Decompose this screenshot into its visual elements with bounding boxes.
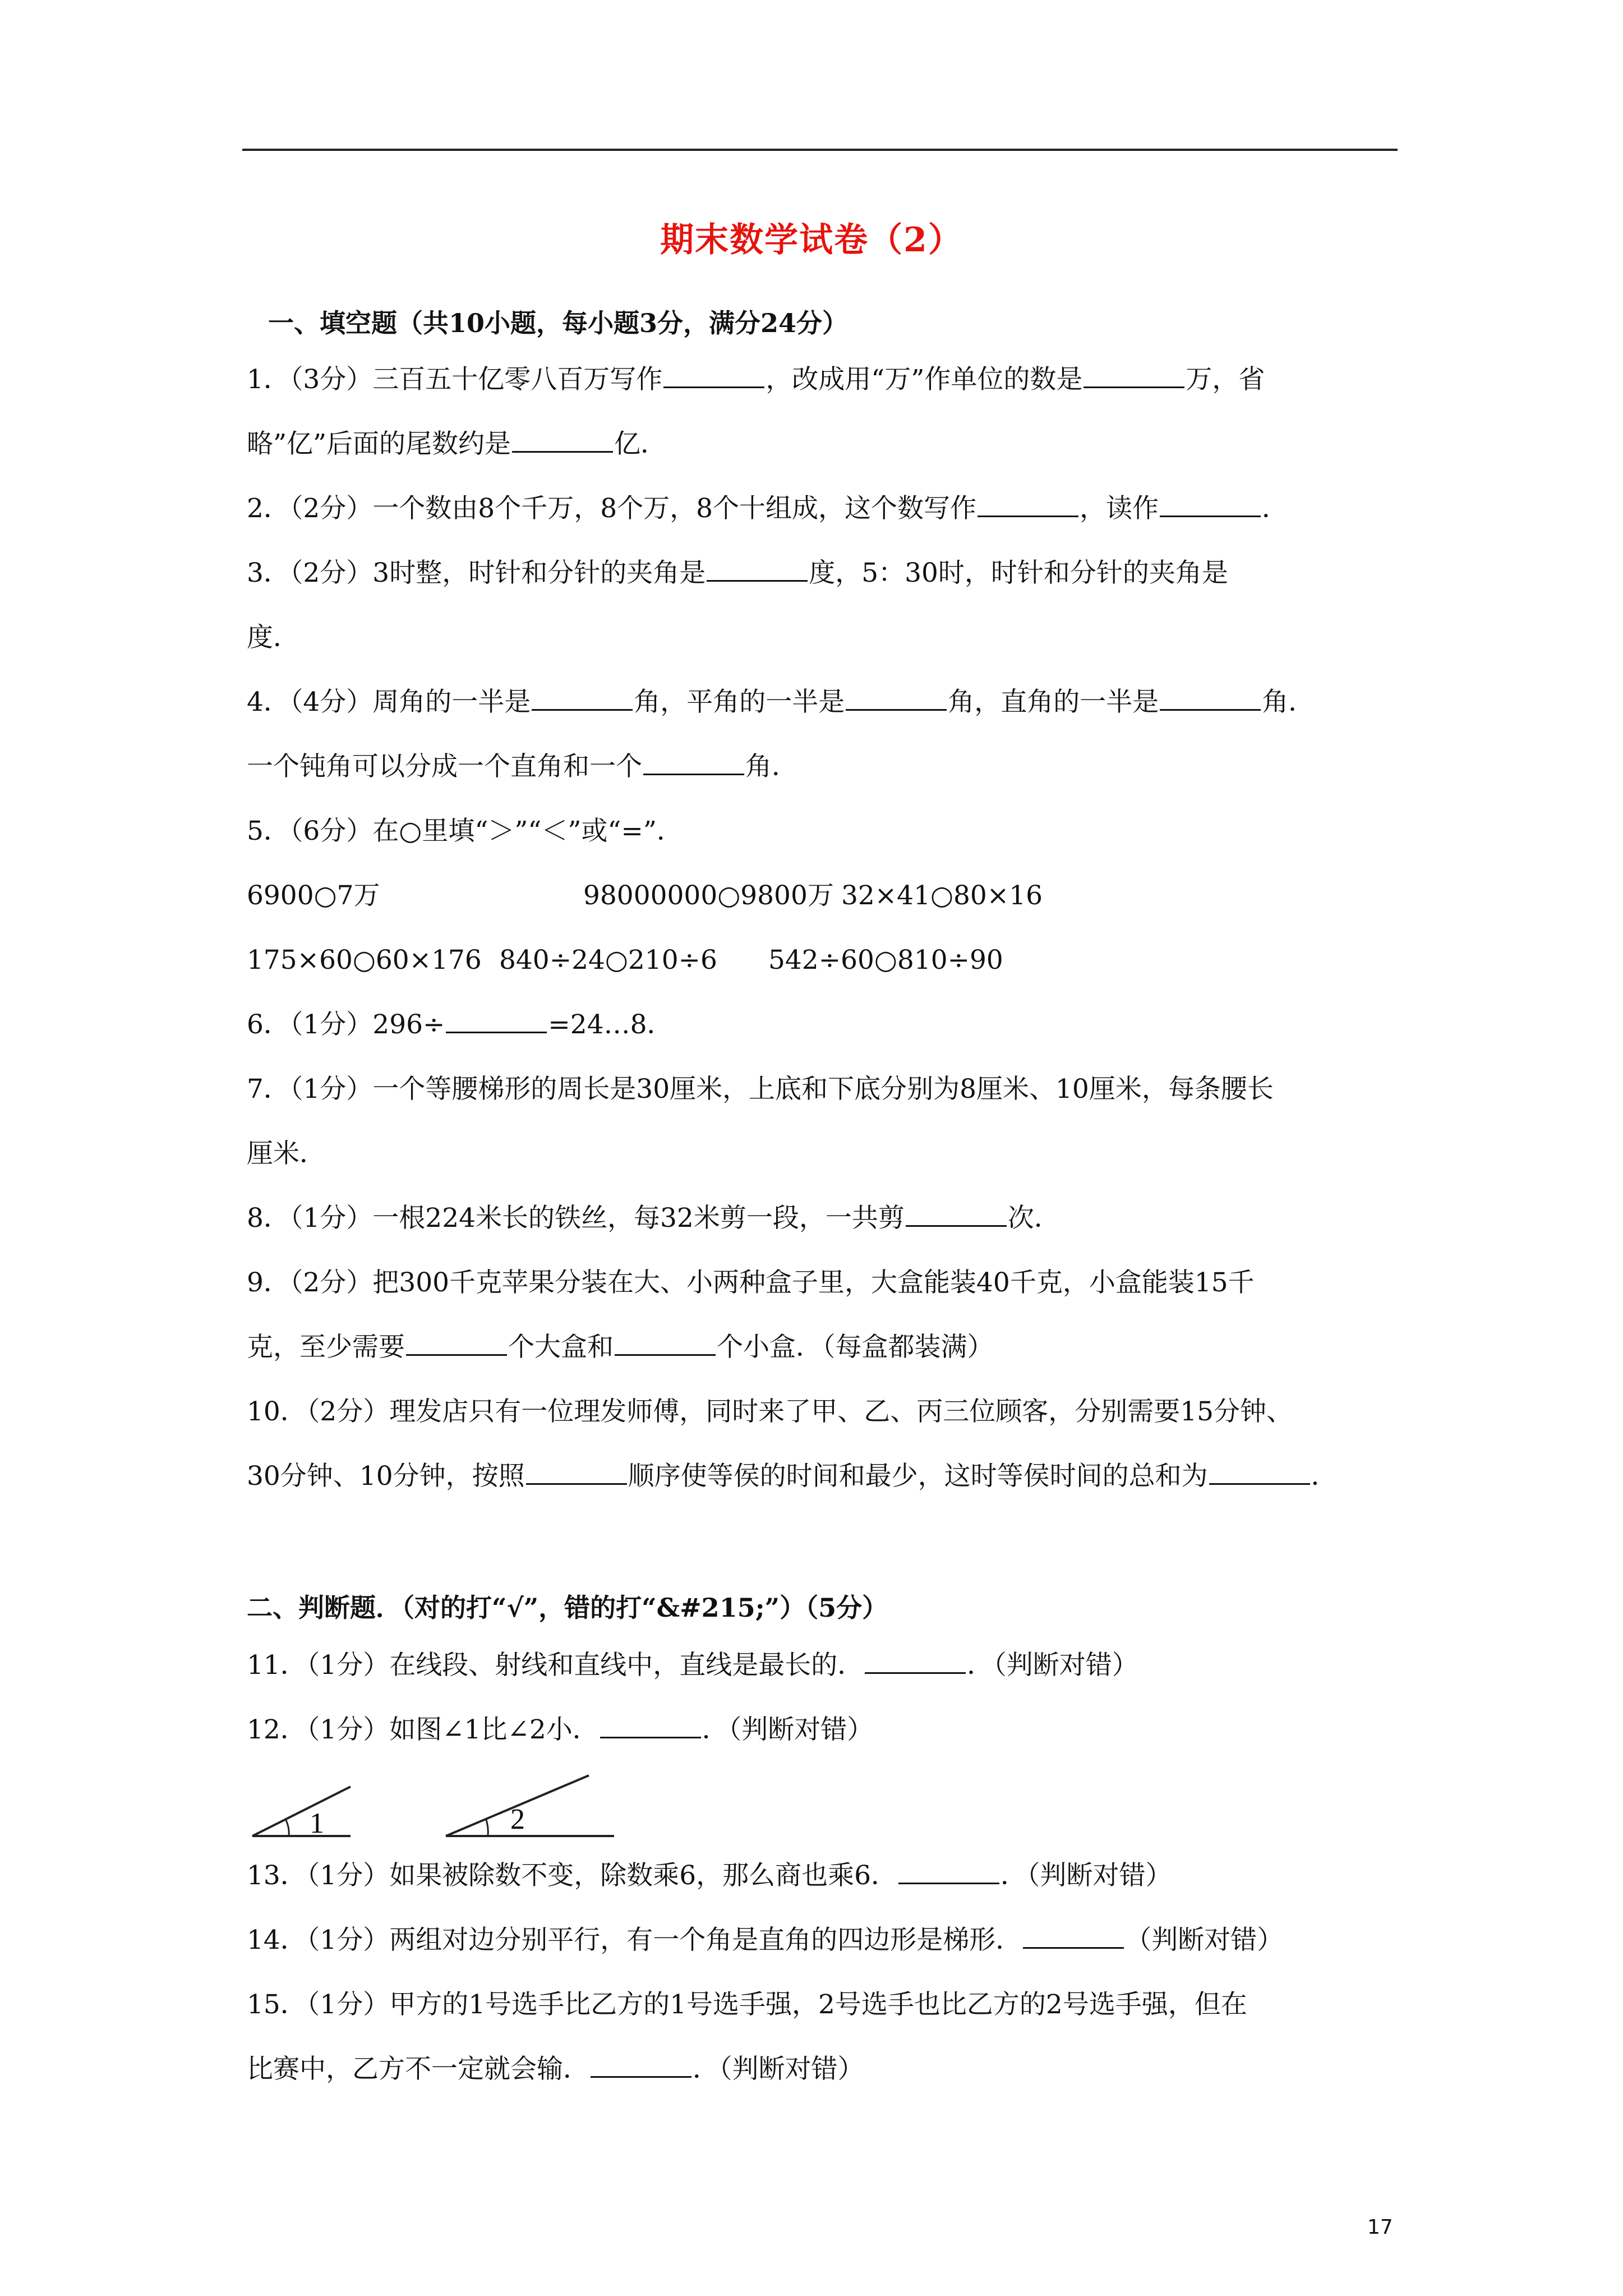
question-text: 3．（2分）3时整，时针和分针的夹角是	[247, 558, 706, 588]
question-text: 12．（1分）如图∠1比∠2小．	[247, 1714, 599, 1745]
answer-blank[interactable]	[1209, 1463, 1310, 1485]
question-5	[247, 818, 683, 844]
compare-item: 840÷24○210÷6	[499, 945, 717, 976]
question-9-line-2	[247, 1332, 994, 1363]
answer-blank[interactable]	[846, 689, 947, 711]
question-text: 15．（1分）甲方的1号选手比乙方的1号选手强，2号选手也比乙方的2号选手强，但在	[247, 1989, 1247, 2020]
question-12	[247, 1714, 874, 1745]
compare-item: 32×41○80×16	[841, 880, 1043, 911]
question-text: 比赛中，乙方不一定就会输．	[247, 2054, 589, 2085]
question-text: 厘米．	[247, 1138, 326, 1169]
question-3-line-1	[247, 560, 1228, 586]
question-7-line-1	[247, 1074, 1274, 1105]
question-text: ．（判断对错）	[1000, 1860, 1172, 1891]
question-13	[247, 1862, 1172, 1889]
question-text: 度．	[247, 622, 299, 653]
question-text: 14．（1分）两组对边分别平行，有一个角是直角的四边形是梯形．	[247, 1925, 1022, 1955]
question-15-line-2	[247, 2054, 864, 2085]
answer-blank[interactable]	[532, 689, 633, 711]
answer-blank[interactable]	[898, 1862, 999, 1884]
answer-blank[interactable]	[663, 366, 764, 388]
question-text: 角．	[745, 751, 798, 782]
question-1-line-1	[247, 366, 1265, 393]
question-text: 顺序使等侯的时间和最少，这时等侯时间的总和为	[628, 1461, 1208, 1492]
compare-row-2	[247, 945, 1003, 976]
compare-row-1	[247, 882, 1043, 909]
question-text: 2．（2分）一个数由8个千万，8个万，8个十组成，这个数写作	[247, 493, 977, 524]
question-4-line-2	[247, 753, 798, 780]
answer-blank[interactable]	[591, 2056, 691, 2078]
question-9-line-1	[247, 1269, 1255, 1296]
answer-blank[interactable]	[643, 753, 744, 775]
question-text: 万，省	[1186, 364, 1265, 395]
question-text: 1．（3分）三百五十亿零八百万写作	[247, 364, 663, 395]
question-2	[247, 495, 1288, 522]
question-text: 亿．	[614, 429, 667, 459]
answer-blank[interactable]	[1160, 495, 1261, 517]
answer-blank[interactable]	[446, 1011, 547, 1033]
question-text: 10．（2分）理发店只有一位理发师傅，同时来了甲、乙、丙三位顾客，分别需要15分钟、	[247, 1396, 1293, 1427]
question-text: ．	[1262, 493, 1289, 524]
page-title: 期末数学试卷（2）	[660, 220, 963, 260]
section-heading-true-false: 二、判断题．（对的打“√”，错的打“&#215;”）（5分）	[247, 1593, 888, 1623]
answer-blank[interactable]	[600, 1717, 701, 1738]
question-6	[247, 1011, 674, 1038]
question-text: 个小盒．（每盒都装满）	[717, 1332, 994, 1363]
compare-item: 6900○7万	[247, 880, 380, 911]
question-text: 一个钝角可以分成一个直角和一个	[247, 751, 642, 782]
question-text: 角，直角的一半是	[948, 687, 1159, 717]
question-text: ．（判断对错）	[693, 2054, 864, 2085]
question-8	[247, 1203, 1061, 1234]
angle-1-figure	[252, 1787, 351, 1839]
angle-2-label: 2	[510, 1803, 525, 1835]
question-text: 5．（6分）在○里填“＞”“＜”或“=”．	[247, 816, 683, 846]
answer-blank[interactable]	[615, 1334, 716, 1356]
answer-blank[interactable]	[1083, 366, 1184, 388]
answer-blank[interactable]	[707, 560, 808, 582]
answer-blank[interactable]	[978, 495, 1078, 517]
page-number: 17	[1367, 2216, 1393, 2239]
compare-item: 175×60○60×176	[247, 945, 482, 976]
question-text: ．（判断对错）	[702, 1714, 874, 1745]
question-text: ．（判断对错）	[967, 1650, 1138, 1681]
question-text: 次．	[1007, 1203, 1061, 1234]
answer-blank[interactable]	[865, 1652, 966, 1674]
question-3-line-2	[247, 624, 299, 651]
question-text: 克，至少需要	[247, 1332, 405, 1363]
angle-figure	[247, 1770, 651, 1848]
answer-blank[interactable]	[906, 1205, 1007, 1227]
question-14	[247, 1927, 1283, 1953]
answer-blank[interactable]	[406, 1334, 507, 1356]
question-text: 6．（1分）296÷	[247, 1009, 445, 1040]
question-7-line-2	[247, 1140, 326, 1167]
question-text: 4．（4分）周角的一半是	[247, 687, 531, 717]
answer-blank[interactable]	[512, 431, 613, 453]
question-15-line-1	[247, 1991, 1247, 2018]
header-rule	[242, 149, 1398, 151]
question-text: 11．（1分）在线段、射线和直线中，直线是最长的．	[247, 1650, 864, 1681]
question-text: 略”亿”后面的尾数约是	[247, 429, 511, 459]
section-heading-fill-blank: 一、填空题（共10小题，每小题3分，满分24分）	[268, 308, 849, 338]
question-text: ．	[1311, 1461, 1338, 1492]
angle-2-figure	[446, 1775, 614, 1836]
question-text: 30分钟、10分钟，按照	[247, 1461, 525, 1492]
answer-blank[interactable]	[1160, 689, 1261, 711]
compare-item: 542÷60○810÷90	[768, 945, 1003, 976]
question-10-line-1	[247, 1398, 1293, 1425]
question-text: 个大盒和	[508, 1332, 614, 1363]
question-text: 9．（2分）把300千克苹果分装在大、小两种盒子里，大盒能装40千克，小盒能装15千	[247, 1267, 1255, 1298]
compare-item: 98000000○9800万	[583, 880, 834, 911]
question-text: 度，5：30时，时针和分针的夹角是	[809, 558, 1228, 588]
question-10-line-2	[247, 1461, 1338, 1492]
question-text: 8．（1分）一根224米长的铁丝，每32米剪一段，一共剪	[247, 1203, 905, 1234]
question-1-line-2	[247, 431, 667, 457]
question-text: 13．（1分）如果被除数不变，除数乘6，那么商也乘6．	[247, 1860, 898, 1891]
question-text: 角．	[1262, 687, 1315, 717]
question-text: （判断对错）	[1125, 1925, 1284, 1955]
question-text: ，改成用“万”作单位的数是	[766, 364, 1083, 395]
question-text: 角，平角的一半是	[634, 687, 845, 717]
question-text: =24…8．	[548, 1009, 674, 1040]
question-text: 7．（1分）一个等腰梯形的周长是30厘米，上底和下底分别为8厘米、10厘米，每条腰长	[247, 1074, 1274, 1105]
answer-blank[interactable]	[526, 1463, 627, 1485]
angle-1-label: 1	[310, 1807, 324, 1839]
question-11	[247, 1650, 1138, 1681]
answer-blank[interactable]	[1023, 1927, 1124, 1949]
question-text: ，读作	[1080, 493, 1159, 524]
question-4-line-1	[247, 689, 1315, 715]
